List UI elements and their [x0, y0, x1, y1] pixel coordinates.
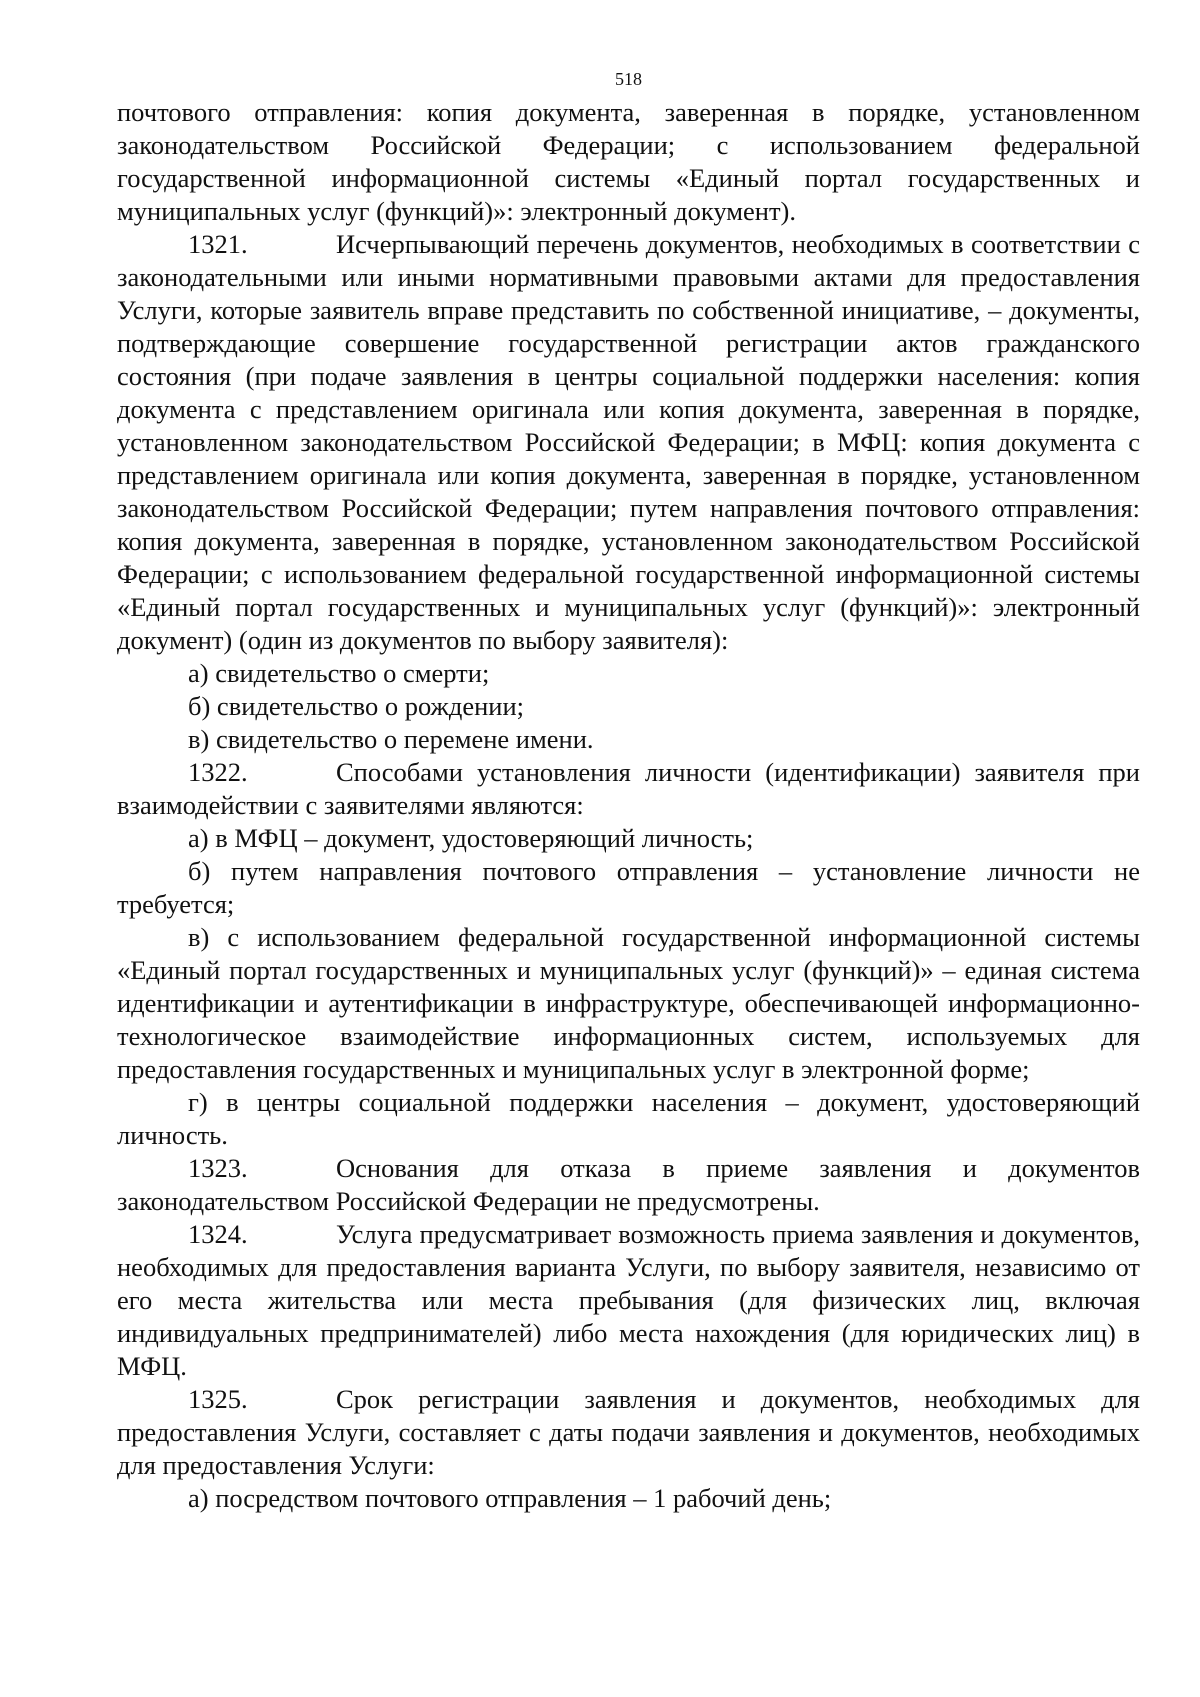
- list-item: б) путем направления почтового отправления – установление личности не требуется;: [117, 856, 1140, 919]
- document-body: [117, 96, 1140, 1515]
- clause-1321: [117, 228, 1140, 657]
- clause-number: 1321.: [188, 229, 248, 259]
- clause-text: Способами установления личности (идентификации) заявителя при взаимодействии с заявителями являются:: [117, 757, 1140, 820]
- clause-text: Срок регистрации заявления и документов, необходимых для предоставления Услуги, составляет с даты подачи заявления и документов, необходимых для предоставления Услуги:: [117, 1384, 1140, 1480]
- clause-text: Основания для отказа в приеме заявления и документов законодательством Российской Федерации не предусмотрены.: [117, 1153, 1140, 1216]
- list-item: в) свидетельство о перемене имени.: [188, 724, 594, 754]
- list-item: а) в МФЦ – документ, удостоверяющий личность;: [188, 823, 754, 853]
- clause-text: Исчерпывающий перечень документов, необходимых в соответствии с законодательными или иными нормативными правовыми актами для предоставления Услуги, которые заявитель вправе представить по собственной инициативе, – документы, подтверждающие совершение государственной регистрации актов гражданского состояния (при подаче заявления в центры социальной поддержки населения: копия документа с представлением оригинала или копия документа, заверенная в порядке, установленном законодательством Российской Федерации; в МФЦ: копия документа с представлением оригинала или копия документа, заверенная в порядке, установленном законодательством Российской Федерации; путем направления почтового отправления: копия документа, заверенная в порядке, установленном законодательством Российской Федерации; с использованием федеральной государственной информационной системы «Единый портал государственных и муниципальных услуг (функций)»: электронный документ) (один из документов по выбору заявителя):: [117, 229, 1140, 655]
- clause-number: 1325.: [188, 1384, 248, 1414]
- clause-number: 1324.: [188, 1219, 248, 1249]
- clause-1323: [117, 1152, 1140, 1218]
- list-item: а) посредством почтового отправления – 1 рабочий день;: [188, 1483, 832, 1513]
- list-item: а) свидетельство о смерти;: [188, 658, 490, 688]
- clause-text: Услуга предусматривает возможность приема заявления и документов, необходимых для предоставления варианта Услуги, по выбору заявителя, независимо от его места жительства или места пребывания (для физических лиц, включая индивидуальных предпринимателей) либо места нахождения (для юридических лиц) в МФЦ.: [117, 1219, 1140, 1381]
- paragraph-continuation: почтового отправления: копия документа, заверенная в порядке, установленном законодательством Российской Федерации; с использованием федеральной государственной информационной системы «Единый портал государственных и муниципальных услуг (функций)»: электронный документ).: [117, 97, 1140, 226]
- list-item: б) свидетельство о рождении;: [188, 691, 525, 721]
- clause-1325: [117, 1383, 1140, 1482]
- list-item: г) в центры социальной поддержки населения – документ, удостоверяющий личность.: [117, 1087, 1140, 1150]
- list-item: в) с использованием федеральной государственной информационной системы «Единый портал государственных и муниципальных услуг (функций)» – единая система идентификации и аутентификации в инфраструктуре, обеспечивающей информационно-технологическое взаимодействие информационных систем, используемых для предоставления государственных и муниципальных услуг в электронной форме;: [117, 922, 1140, 1084]
- clause-number: 1323.: [188, 1153, 248, 1183]
- page-number: 518: [615, 69, 642, 89]
- clause-1324: [117, 1218, 1140, 1383]
- clause-1322: [117, 756, 1140, 822]
- clause-number: 1322.: [188, 757, 248, 787]
